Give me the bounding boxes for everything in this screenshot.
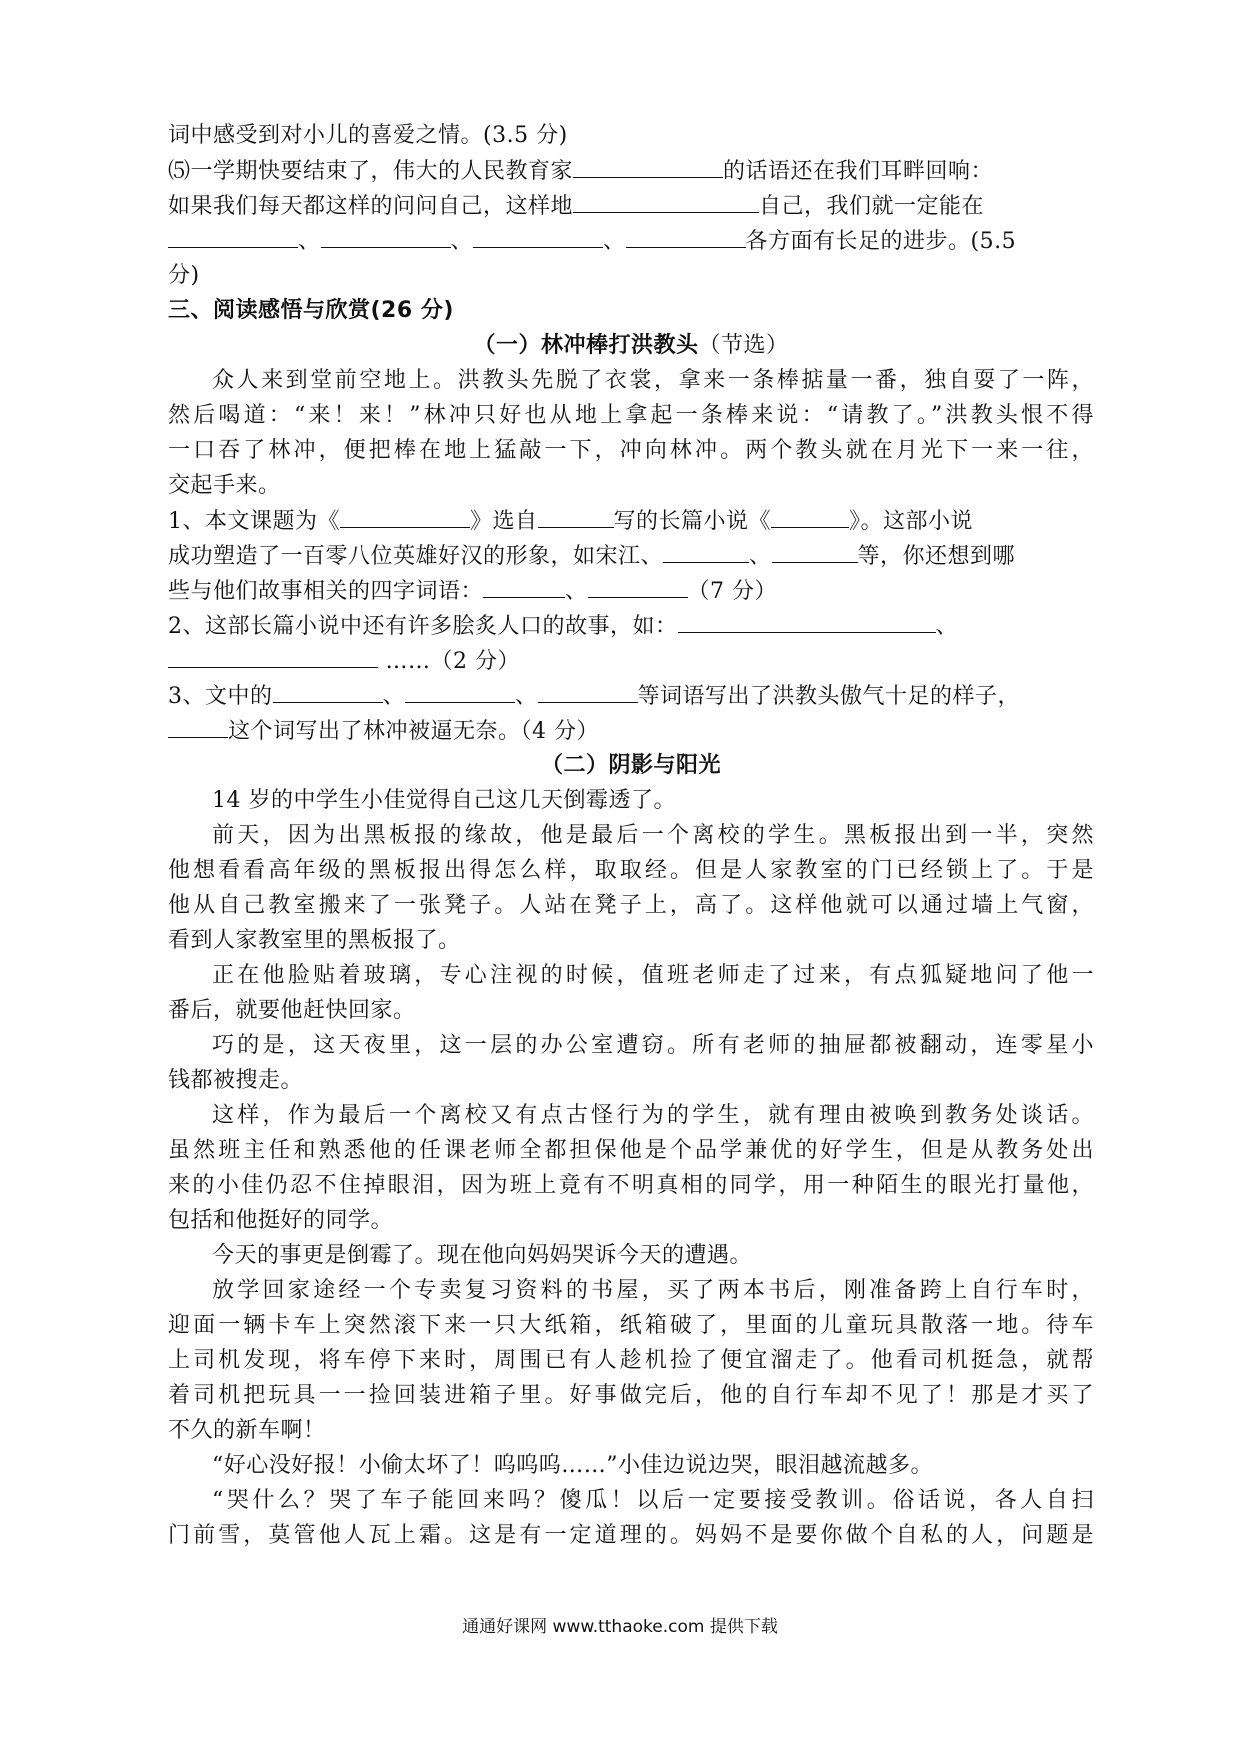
answer-blank[interactable] xyxy=(626,223,746,248)
passage-line: 着司机把玩具一一捡回装进箱子里。好事做完后，他的自行车却不见了！那是才买了 xyxy=(168,1383,1094,1408)
passage-line: 交起手来。 xyxy=(168,473,281,498)
reading-1-title xyxy=(168,328,1094,363)
passage-line: 14 岁的中学生小佳觉得自己这几天倒霉透了。 xyxy=(212,788,676,813)
question-text: 这个词写出了林冲被逼无奈。（4 分） xyxy=(228,719,599,744)
separator: 、 xyxy=(450,229,474,254)
reading-2-title: （二）阴影与阳光 xyxy=(540,753,721,778)
page-content xyxy=(168,118,1094,1553)
passage-line: 上司机发现，将车停下来时，周围已有人趁机捡了便宜溜走了。他看司机挺急，就帮 xyxy=(168,1348,1094,1373)
question-2-line-1 xyxy=(168,608,1094,643)
question-text: 2、这部长篇小说中还有许多脍炙人口的故事，如： xyxy=(168,614,678,639)
question-3-line-1 xyxy=(168,678,1094,713)
question-text: 的话语还在我们耳畔回响： xyxy=(723,159,994,184)
question-5-line-1 xyxy=(168,153,1094,188)
text-line xyxy=(168,118,1094,153)
passage-line: 看到人家教室里的黑板报了。 xyxy=(168,928,461,953)
passage-line: 巧的是，这天夜里，这一层的办公室遭窃。所有老师的抽屉都被翻动，连零星小 xyxy=(212,1033,1094,1058)
answer-blank[interactable] xyxy=(573,153,723,178)
passage-line: 放学回家途经一个专卖复习资料的书屋，买了两本书后，刚准备跨上自行车时， xyxy=(212,1278,1094,1303)
question-text: 1、本文课题为《 xyxy=(168,509,340,534)
question-1-line-2 xyxy=(168,538,1094,573)
passage-line: 前天，因为出黑板报的缘故，他是最后一个离校的学生。黑板报出到一半，突然 xyxy=(212,823,1094,848)
passage-title-note: （节选） xyxy=(698,333,789,358)
passage-line: 不久的新车啊！ xyxy=(168,1418,326,1443)
passage-line: 虽然班主任和熟悉他的任课老师全都担保他是个品学兼优的好学生，但是从教务处出 xyxy=(168,1138,1094,1163)
separator: 、 xyxy=(565,579,588,604)
passage-line: 包括和他挺好的同学。 xyxy=(168,1208,394,1233)
passage-line: “哭什么？哭了车子能回来吗？傻瓜！以后一定要接受教训。俗话说，各人自扫 xyxy=(212,1488,1094,1513)
answer-blank[interactable] xyxy=(772,538,858,563)
answer-blank[interactable] xyxy=(168,223,298,248)
question-5-line-3 xyxy=(168,223,1094,258)
separator: 、 xyxy=(298,229,321,254)
passage-line: 众人来到堂前空地上。洪教头先脱了衣裳，拿来一条棒掂量一番，独自耍了一阵， xyxy=(212,368,1094,393)
question-text: 等，你还想到哪 xyxy=(857,544,1016,569)
question-text: 》选自 xyxy=(470,509,538,534)
answer-blank[interactable] xyxy=(483,573,565,598)
passage-line: 番后，就要他赶快回家。 xyxy=(168,998,416,1023)
question-text: 自己，我们就一定能在 xyxy=(759,194,985,219)
question-1-line-1 xyxy=(168,503,1094,538)
question-text: 如果我们每天都这样的问问自己，这样地 xyxy=(168,194,574,219)
passage-line: 他想看看高年级的黑板报出得怎么样，取取经。但是人家教室的门已经锁上了。于是 xyxy=(168,858,1094,883)
answer-blank[interactable] xyxy=(538,503,614,528)
question-text: ⑸一学期快要结束了，伟大的人民教育家 xyxy=(168,159,574,184)
answer-blank[interactable] xyxy=(168,713,228,738)
question-text: 分) xyxy=(168,263,200,288)
question-text: 成功塑造了一百零八位英雄好汉的形象，如宋江、 xyxy=(168,544,664,569)
separator: 、 xyxy=(382,684,406,709)
separator: 、 xyxy=(515,684,538,709)
question-text: 等词语写出了洪教头傲气十足的样子， xyxy=(637,684,1021,709)
answer-blank[interactable] xyxy=(678,608,936,633)
question-3-line-2 xyxy=(168,713,1094,748)
separator: 、 xyxy=(749,544,772,569)
question-text: 写的长篇小说《 xyxy=(613,509,772,534)
page-footer[interactable]: 通通好课网 www.tthaoke.com 提供下载 xyxy=(462,1617,778,1637)
answer-blank[interactable] xyxy=(538,678,638,703)
answer-blank[interactable] xyxy=(321,223,451,248)
question-text: 各方面有长足的进步。(5.5 xyxy=(745,229,1017,254)
passage-line: “好心没好报！小偷太坏了！呜呜呜……”小佳边说边哭，眼泪越流越多。 xyxy=(212,1453,933,1478)
answer-blank[interactable] xyxy=(405,678,515,703)
passage-line: 迎面一辆卡车上突然滚下来一只大纸箱，纸箱破了，里面的儿童玩具散落一地。待车 xyxy=(168,1313,1094,1338)
question-text: 些与他们故事相关的四字词语： xyxy=(168,579,484,604)
question-text: 词中感受到对小儿的喜爱之情。(3.5 分) xyxy=(168,123,568,148)
passage-line: 门前雪，莫管他人瓦上霜。这是有一定道理的。妈妈不是要你做个自私的人，问题是 xyxy=(168,1523,1094,1548)
passage-line: 正在他脸贴着玻璃，专心注视的时候，值班老师走了过来，有点狐疑地问了他一 xyxy=(212,963,1094,988)
passage-line: 他从自己教室搬来了一张凳子。人站在凳子上，高了。这样他就可以通过墙上气窗， xyxy=(168,893,1094,918)
passage-line: 这样，作为最后一个离校又有点古怪行为的学生，就有理由被唤到教务处谈话。 xyxy=(212,1103,1094,1128)
answer-blank[interactable] xyxy=(588,573,688,598)
separator: 、 xyxy=(603,229,626,254)
question-1-line-3 xyxy=(168,573,1094,608)
answer-blank[interactable] xyxy=(771,503,849,528)
passage-line: 钱都被搜走。 xyxy=(168,1068,304,1093)
answer-blank[interactable] xyxy=(663,538,749,563)
answer-blank[interactable] xyxy=(273,678,383,703)
text-line xyxy=(168,258,1094,293)
answer-blank[interactable] xyxy=(473,223,603,248)
question-text: ……（2 分） xyxy=(385,649,520,674)
answer-blank[interactable] xyxy=(573,188,759,213)
question-text: 》。这部小说 xyxy=(849,509,974,534)
passage-title: （一）林冲棒打洪教头 xyxy=(473,333,699,358)
passage-line: 一口吞了林冲，便把棒在地上猛敲一下，冲向林冲。两个教头就在月光下一来一往， xyxy=(168,438,1094,463)
passage-line: 今天的事更是倒霉了。现在他向妈妈哭诉今天的遭遇。 xyxy=(212,1243,753,1268)
question-5-line-2 xyxy=(168,188,1094,223)
answer-blank[interactable] xyxy=(340,503,470,528)
question-2-line-2 xyxy=(168,643,1094,678)
separator: 、 xyxy=(935,614,959,639)
section-heading: 三、阅读感悟与欣赏(26 分) xyxy=(168,298,454,323)
question-text: 3、文中的 xyxy=(168,684,273,709)
question-text: （7 分） xyxy=(687,579,778,604)
answer-blank[interactable] xyxy=(168,643,378,668)
passage-line: 然后喝道：“来！来！”林冲只好也从地上拿起一条棒来说：“请教了。”洪教头恨不得 xyxy=(168,403,1094,428)
passage-line: 来的小佳仍忍不住掉眼泪，因为班上竟有不明真相的同学，用一种陌生的眼光打量他， xyxy=(168,1173,1094,1198)
